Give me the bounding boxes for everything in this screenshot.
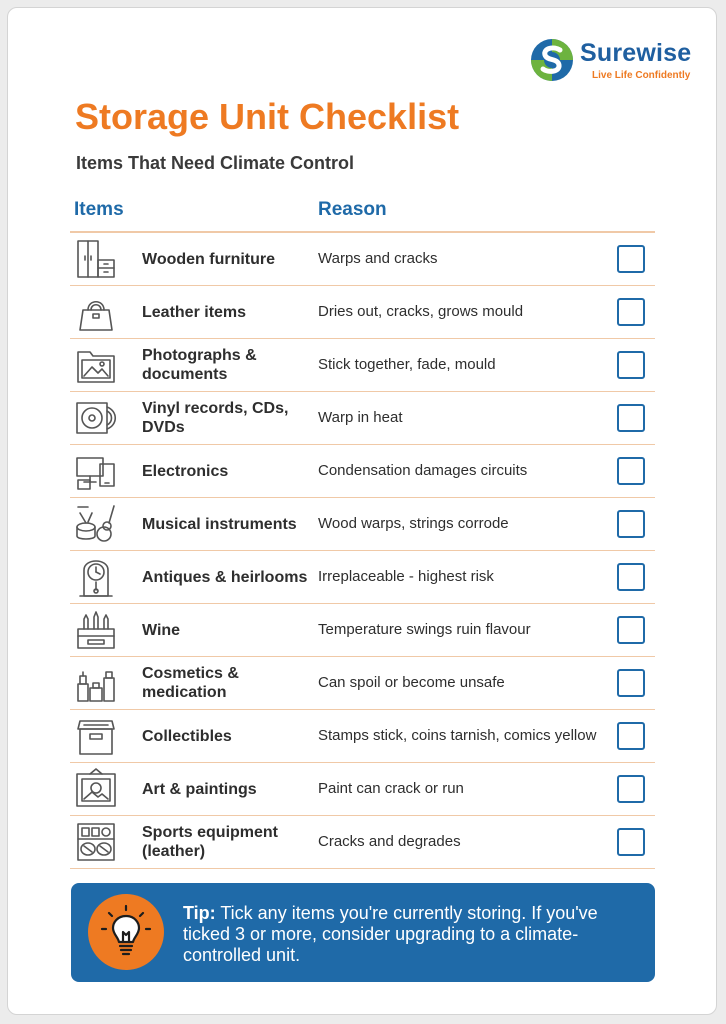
photo-folder-icon (74, 344, 118, 386)
item-reason: Cracks and degrades (318, 833, 461, 850)
item-name: Cosmetics & medication (142, 665, 239, 701)
tip-text (183, 903, 643, 966)
cosmetics-icon (74, 662, 118, 704)
sports-gear-icon (74, 821, 118, 863)
item-name: Musical instruments (142, 515, 297, 533)
storage-box-icon (74, 715, 118, 757)
column-header-items: Items (74, 199, 124, 220)
item-reason: Can spoil or become unsafe (318, 674, 505, 691)
checklist-row (70, 286, 655, 339)
wine-crate-icon (74, 609, 118, 651)
checklist-row (70, 551, 655, 604)
item-name: Electronics (142, 462, 229, 480)
item-name: Antiques & heirlooms (142, 568, 308, 586)
checkbox[interactable] (617, 669, 645, 697)
item-name: Wooden furniture (142, 250, 276, 268)
brand-tagline: Live Life Confidently (592, 70, 691, 81)
item-reason: Paint can crack or run (318, 780, 464, 797)
item-name: Sports equipment (leather) (142, 824, 279, 860)
checkbox[interactable] (617, 828, 645, 856)
lightbulb-icon (87, 893, 165, 971)
item-name: Wine (142, 621, 181, 639)
tip-body: Tick any items you're currently storing. If you've ticked 3 or more, consider upgrading to a climate-controlled unit. (183, 903, 598, 965)
checkbox[interactable] (617, 404, 645, 432)
checkbox[interactable] (617, 457, 645, 485)
checklist-row (70, 604, 655, 657)
checklist-row (70, 816, 655, 869)
checkbox[interactable] (617, 510, 645, 538)
item-reason: Warps and cracks (318, 250, 438, 267)
brand-name: Surewise (580, 39, 692, 67)
item-reason: Wood warps, strings corrode (318, 515, 509, 532)
checklist-row (70, 657, 655, 710)
checklist-row (70, 710, 655, 763)
surewise-logo-icon (530, 38, 574, 82)
guitar-drum-icon (74, 503, 118, 545)
antique-clock-icon (74, 556, 118, 598)
electronics-icon (74, 450, 118, 492)
item-reason: Irreplaceable - highest risk (318, 568, 494, 585)
checklist-row (70, 392, 655, 445)
page-title: Storage Unit Checklist (75, 96, 460, 137)
item-reason: Temperature swings ruin flavour (318, 621, 531, 638)
checkbox[interactable] (617, 616, 645, 644)
checklist-row (70, 763, 655, 816)
item-name: Leather items (142, 303, 247, 321)
item-name: Collectibles (142, 727, 232, 745)
tip-label: Tip: (183, 903, 216, 923)
checkbox[interactable] (617, 775, 645, 803)
checklist-row (70, 498, 655, 551)
item-reason: Stamps stick, coins tarnish, comics yellow (318, 727, 597, 744)
item-name: Photographs & documents (142, 347, 257, 383)
handbag-icon (74, 291, 118, 333)
checkbox[interactable] (617, 722, 645, 750)
checkbox[interactable] (617, 351, 645, 379)
item-reason: Warp in heat (318, 409, 403, 426)
page-subtitle: Items That Need Climate Control (76, 153, 355, 173)
checkbox[interactable] (617, 245, 645, 273)
checkbox[interactable] (617, 563, 645, 591)
item-reason: Dries out, cracks, grows mould (318, 303, 524, 320)
checkbox[interactable] (617, 298, 645, 326)
item-name: Art & paintings (142, 780, 257, 798)
surewise-logo (530, 38, 710, 84)
checklist-row (70, 339, 655, 392)
item-reason: Condensation damages circuits (318, 462, 528, 479)
item-name: Vinyl records, CDs, DVDs (142, 400, 289, 436)
checklist-row (70, 233, 655, 286)
item-reason: Stick together, fade, mould (318, 356, 496, 373)
vinyl-record-icon (74, 397, 118, 439)
furniture-icon (74, 238, 118, 280)
tip-box (71, 883, 655, 982)
column-header-reason: Reason (318, 199, 387, 220)
framed-painting-icon (74, 768, 118, 810)
checklist-row (70, 445, 655, 498)
